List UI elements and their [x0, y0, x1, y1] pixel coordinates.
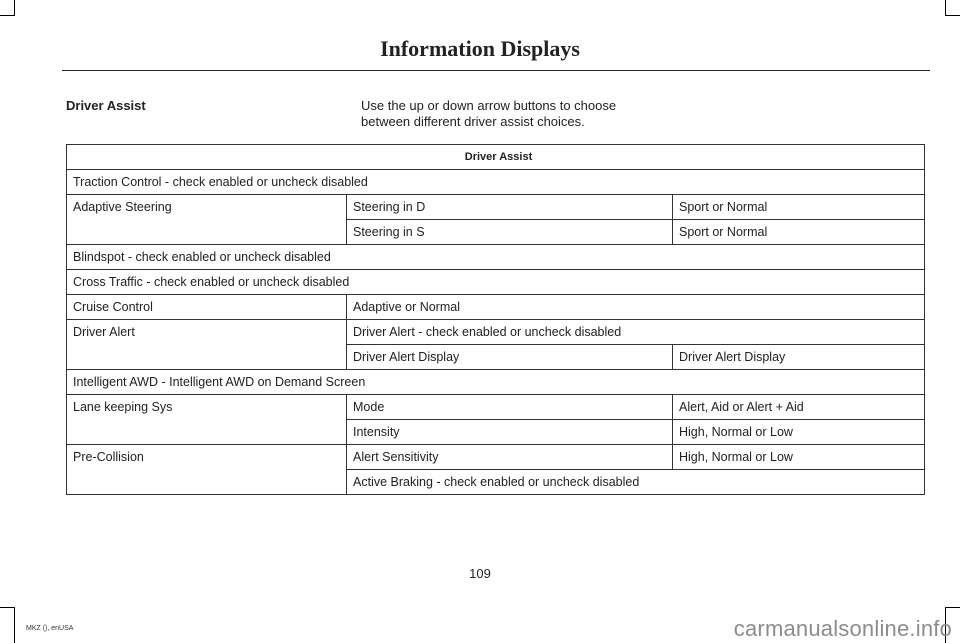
table-cell: Adaptive or Normal [347, 295, 925, 320]
crop-mark [14, 607, 15, 643]
table-row [67, 395, 925, 420]
driver-assist-table [66, 144, 925, 495]
table-cell: Driver Alert Display [347, 345, 673, 370]
table-row [67, 370, 925, 395]
table-cell: High, Normal or Low [673, 420, 925, 445]
table-cell: Traction Control - check enabled or uncheck disabled [67, 170, 925, 195]
table-row [67, 245, 925, 270]
table-cell: Sport or Normal [673, 195, 925, 220]
table-cell: Blindspot - check enabled or uncheck disabled [67, 245, 925, 270]
table-caption: Driver Assist [67, 145, 925, 170]
table-cell: Driver Alert Display [673, 345, 925, 370]
table-cell: Intensity [347, 420, 673, 445]
table-cell: Sport or Normal [673, 220, 925, 245]
table-row [67, 195, 925, 220]
table-row [67, 320, 925, 345]
table-cell: High, Normal or Low [673, 445, 925, 470]
table-cell: Intelligent AWD - Intelligent AWD on Demand Screen [67, 370, 925, 395]
table-cell: Cross Traffic - check enabled or uncheck disabled [67, 270, 925, 295]
table-row [67, 295, 925, 320]
page-title: Information Displays [380, 36, 580, 61]
crop-mark [0, 607, 15, 608]
crop-mark [945, 607, 960, 608]
table-row [67, 170, 925, 195]
crop-mark [945, 15, 960, 16]
section-intro: Use the up or down arrow buttons to choose between different driver assist choices. [361, 98, 617, 129]
table-caption-row [67, 145, 925, 170]
table-cell: Active Braking - check enabled or uncheck disabled [347, 470, 925, 495]
page-number: 109 [469, 566, 491, 581]
table-cell-label: Lane keeping Sys [67, 395, 347, 445]
table-cell-label: Driver Alert [67, 320, 347, 370]
table-cell: Alert, Aid or Alert + Aid [673, 395, 925, 420]
table-cell: Mode [347, 395, 673, 420]
watermark: carmanualsonline.info [733, 616, 952, 641]
section-label: Driver Assist [66, 98, 146, 113]
table-cell-label: Cruise Control [67, 295, 347, 320]
table-cell: Alert Sensitivity [347, 445, 673, 470]
table-row [67, 445, 925, 470]
crop-mark [0, 15, 15, 16]
table-row [67, 270, 925, 295]
table-cell-label: Pre-Collision [67, 445, 347, 495]
table-cell-label: Adaptive Steering [67, 195, 347, 245]
crop-mark [945, 0, 946, 16]
table-cell: Steering in D [347, 195, 673, 220]
header-divider [62, 70, 930, 71]
footer-code: MKZ (), enUSA [26, 625, 74, 632]
crop-mark [14, 0, 15, 16]
table-cell: Steering in S [347, 220, 673, 245]
table-cell: Driver Alert - check enabled or uncheck disabled [347, 320, 925, 345]
